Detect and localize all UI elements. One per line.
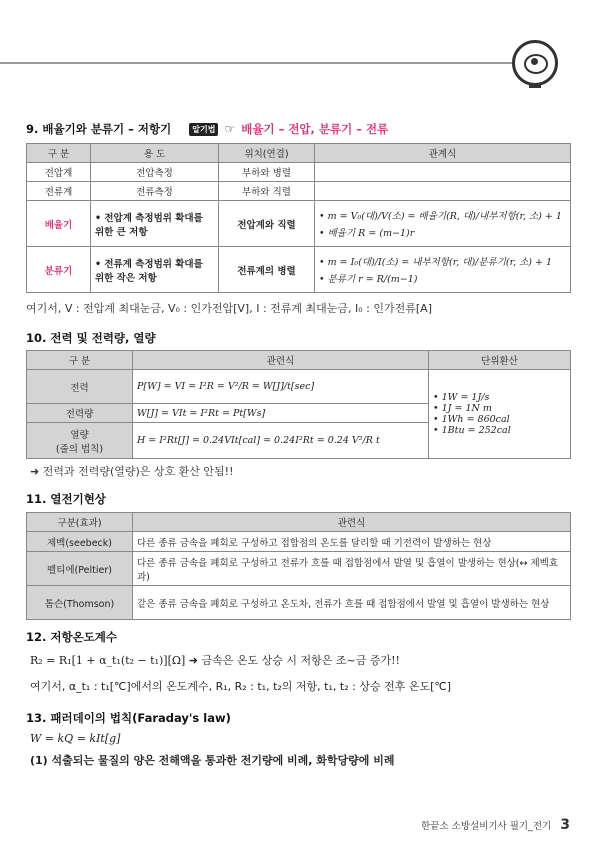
memory-tip-text: 배율기 – 전압, 분류기 – 전류: [241, 122, 389, 136]
section-13-statement: (1) 석출되는 물질의 양은 전해액을 통과한 전기량에 비례, 화학당량에 비례: [30, 754, 395, 767]
meter-multiplier-table: [26, 143, 571, 293]
row-label: 전압계: [27, 163, 91, 182]
row-label: 전력량: [27, 404, 133, 423]
row-description: 다른 종류 금속을 폐회로 구성하고 전류가 흐를 때 접합점에서 발열 및 흡열이 발생하는 현상(↔ 제벡효과): [133, 552, 571, 586]
footer-book-title: 한끝소 소방설비기사 필기_전기: [421, 821, 552, 832]
unit-item: • 1W = 1J/s: [433, 392, 490, 403]
row-formula: W[J] = VIt = I²Rt = Pt[Ws]: [133, 404, 429, 423]
table-row: [27, 182, 571, 201]
unit-item: • 1J = 1N m: [433, 403, 492, 414]
header-rule: [0, 62, 512, 64]
section-12-note: 여기서, α_t₁ : t₁[℃]에서의 온도계수, R₁, R₂ : t₁, t₂의 저항, t₁, t₂ : 상승 전후 온도[℃]: [30, 680, 452, 693]
col-header: 관련식: [133, 513, 571, 532]
section-9-heading: 9. 배율기와 분류기 – 저항기: [26, 122, 172, 136]
row-use: 전류측정: [91, 182, 219, 201]
row-label: 제벡(seebeck): [27, 532, 133, 552]
relation-formula: • m = V₀(대)/V(소) = 배율기(R, 대)/내부저항(r, 소) + 1: [319, 211, 562, 222]
row-label: 톰슨(Thomson): [27, 586, 133, 620]
table-row: [27, 586, 571, 620]
relation-formula: • m = I₀(대)/I(소) = 내부저항(r, 대)/분류기(r, 소) + 1: [319, 257, 553, 268]
table-header-row: [27, 351, 571, 370]
relation-formula: • 분류기 r = R/(m−1): [319, 274, 418, 285]
section-13-title: 13. 패러데이의 법칙(Faraday's law): [26, 711, 231, 725]
page-number: 3: [560, 817, 570, 833]
section-9-title: [26, 121, 388, 137]
col-header: 구 분: [27, 351, 133, 370]
row-description: 다른 종류 금속을 폐회로 구성하고 접합점의 온도를 달리할 때 기전력이 발생하는 현상: [133, 532, 571, 552]
unit-item: • 1Wh = 860cal: [433, 414, 510, 425]
row-relation: [315, 163, 571, 182]
col-header: 구 분: [27, 144, 91, 163]
section-10-title: 10. 전력 및 전력량, 열량: [26, 331, 156, 345]
table-row: [27, 163, 571, 182]
table-row: [27, 201, 571, 247]
unit-item: • 1Btu = 252cal: [433, 425, 511, 436]
row-relation: [315, 247, 571, 293]
section-13-formula: W = kQ = kIt[g]: [30, 732, 121, 745]
col-header: 단위환산: [429, 351, 571, 370]
table-row: [27, 247, 571, 293]
col-header: 관계식: [315, 144, 571, 163]
row-position: 전압계와 직렬: [219, 201, 315, 247]
alarm-bell-icon: [512, 40, 558, 86]
row-label: 열량 (줄의 법칙): [27, 423, 133, 459]
row-position: 부하와 병렬: [219, 163, 315, 182]
page-footer: [421, 817, 570, 833]
row-label: 분류기: [27, 247, 91, 293]
power-table: [26, 350, 571, 459]
row-formula: P[W] = VI = I²R = V²/R = W[J]/t[sec]: [133, 370, 429, 404]
unit-conversion-cell: [429, 370, 571, 459]
row-label: 전류계: [27, 182, 91, 201]
col-header: 위치(연결): [219, 144, 315, 163]
row-label: 전력: [27, 370, 133, 404]
row-use: 전압측정: [91, 163, 219, 182]
table-row: [27, 552, 571, 586]
section-9-note: 여기서, V : 전압계 최대눈금, V₀ : 인가전압[V], I : 전류계 최대눈금, I₀ : 인가전류[A]: [26, 302, 432, 315]
col-header: 용 도: [91, 144, 219, 163]
row-label: 배율기: [27, 201, 91, 247]
table-row: [27, 532, 571, 552]
thermoelectric-table: [26, 512, 571, 620]
row-description: 같은 종류 금속을 폐회로 구성하고 온도차, 전류가 흐를 때 접합점에서 발열 및 흡열이 발생하는 현상: [133, 586, 571, 620]
row-use: • 전류계 측정범위 확대를 위한 작은 저항: [91, 247, 219, 293]
row-label: 펠티에(Peltier): [27, 552, 133, 586]
table-row: [27, 370, 571, 404]
pointing-hand-icon: ☞: [224, 122, 236, 136]
row-position: 전류계의 병렬: [219, 247, 315, 293]
section-12-formula: R₂ = R₁[1 + α_t₁(t₂ − t₁)][Ω] ➜ 금속은 온도 상승 시 저항은 조~금 증가!!: [30, 654, 400, 667]
section-12-title: 12. 저항온도계수: [26, 630, 118, 644]
row-use: • 전압계 측정범위 확대를 위한 큰 저항: [91, 201, 219, 247]
row-formula: H = I²Rt[J] = 0.24VIt[cal] = 0.24I²Rt = 0.24 V²/R t: [133, 423, 429, 459]
section-11-title: 11. 열전기현상: [26, 492, 106, 506]
row-relation: [315, 201, 571, 247]
col-header: 구분(효과): [27, 513, 133, 532]
row-relation: [315, 182, 571, 201]
relation-formula: • 배율기 R = (m−1)r: [319, 228, 415, 239]
col-header: 관련식: [133, 351, 429, 370]
memory-tip-badge: 알기법: [189, 123, 218, 136]
table-header-row: [27, 144, 571, 163]
table-header-row: [27, 513, 571, 532]
section-10-note: ➜ 전력과 전력량(열량)은 상호 환산 안됨!!: [30, 465, 234, 478]
row-position: 부하와 직렬: [219, 182, 315, 201]
alarm-bell-base: [529, 83, 541, 88]
